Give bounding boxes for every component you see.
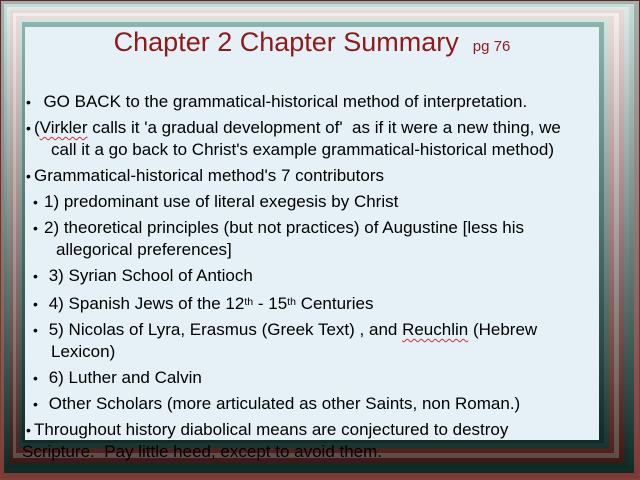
bullet-marker: • xyxy=(26,120,31,136)
text-segment: Throughout history diabolical means are conjectured to destroy xyxy=(34,420,509,439)
text-segment: call it a go back to Christ's example grammatical-historical method) xyxy=(51,140,555,159)
frame-ring-4 xyxy=(10,10,624,463)
text-segment: 6) Luther and Calvin xyxy=(44,368,202,387)
text-segment: calls it 'a gradual development of' as if it were a new thing, we xyxy=(87,118,561,137)
text-segment: 1) predominant use of literal exegesis by Christ xyxy=(44,192,399,211)
slide-title-row xyxy=(25,27,599,62)
bullet-continuation-line xyxy=(22,441,599,463)
bullet-item xyxy=(25,91,599,113)
bullet-marker: • xyxy=(33,268,38,284)
bullet-marker: • xyxy=(26,94,31,110)
bullet-line xyxy=(25,265,599,287)
bullet-marker: • xyxy=(33,194,38,210)
text-segment: allegorical preferences] xyxy=(56,240,232,259)
text-segment: Lexicon) xyxy=(51,342,116,361)
bullet-line xyxy=(25,117,599,139)
bullet-line xyxy=(25,291,599,315)
text-segment: - 15 xyxy=(253,294,288,313)
misspelled-word: Virkler xyxy=(39,118,88,137)
text-segment: Other Scholars (more articulated as other Saints, non Roman.) xyxy=(44,394,521,413)
bullet-item xyxy=(25,191,599,213)
slide-content-area xyxy=(22,27,599,461)
frame-ring-1 xyxy=(1,1,639,478)
text-segment: 3) Syrian School of Antioch xyxy=(44,266,253,285)
bullet-item xyxy=(22,419,599,463)
bullet-continuation-line xyxy=(25,341,599,363)
bullet-line xyxy=(25,367,599,389)
text-segment: Centuries xyxy=(295,294,374,313)
bullet-item xyxy=(25,393,599,415)
text-segment: th xyxy=(244,296,254,308)
page-title: Chapter 2 Chapter Summary xyxy=(113,27,459,57)
bullet-marker: • xyxy=(33,322,38,338)
bullet-marker: • xyxy=(33,296,38,312)
text-segment: 2) theoretical principles (but not practices) of Augustine [less his xyxy=(44,218,525,237)
bullet-marker: • xyxy=(26,422,31,438)
text-segment: 4) Spanish Jews of the 12 xyxy=(44,294,245,313)
bullet-line xyxy=(25,91,599,113)
bullet-item xyxy=(25,367,599,389)
bullet-line xyxy=(25,419,599,441)
text-segment: Grammatical-historical method's 7 contributors xyxy=(34,166,384,185)
text-segment: th xyxy=(287,296,296,308)
bullet-item xyxy=(25,265,599,287)
frame-ring-8 xyxy=(22,22,604,461)
bullet-item xyxy=(25,217,599,261)
misspelled-word: Reuchlin xyxy=(402,320,469,339)
bullet-item xyxy=(25,319,599,363)
bullet-continuation-line xyxy=(25,139,599,161)
text-segment: GO BACK to the grammatical-historical method of interpretation. xyxy=(34,92,528,111)
text-segment: Scripture. Pay little heed, except to avoid them. xyxy=(22,442,383,461)
text-segment: 5) Nicolas of Lyra, Erasmus (Greek Text) , and xyxy=(44,320,403,339)
bullet-line xyxy=(25,165,599,187)
bullet-line xyxy=(25,217,599,239)
bullet-marker: • xyxy=(33,220,38,236)
frame-ring-2 xyxy=(4,4,634,473)
bullet-line xyxy=(25,393,599,415)
bullet-marker: • xyxy=(26,168,31,184)
bullet-marker: • xyxy=(33,370,38,386)
bullet-item xyxy=(25,117,599,161)
bullet-item xyxy=(25,165,599,187)
frame-ring-6 xyxy=(16,16,614,461)
text-segment: (Hebrew xyxy=(468,320,538,339)
bullet-item xyxy=(25,291,599,315)
bullet-line xyxy=(25,319,599,341)
frame-ring-5 xyxy=(13,13,619,461)
page-reference: pg 76 xyxy=(472,38,511,55)
frame-ring-3 xyxy=(7,7,629,468)
bullet-continuation-line xyxy=(25,239,599,261)
bullet-line xyxy=(25,191,599,213)
bullet-list xyxy=(22,91,599,463)
bullet-marker: • xyxy=(33,396,38,412)
text-segment: ( xyxy=(34,118,40,137)
frame-ring-7 xyxy=(19,19,609,461)
